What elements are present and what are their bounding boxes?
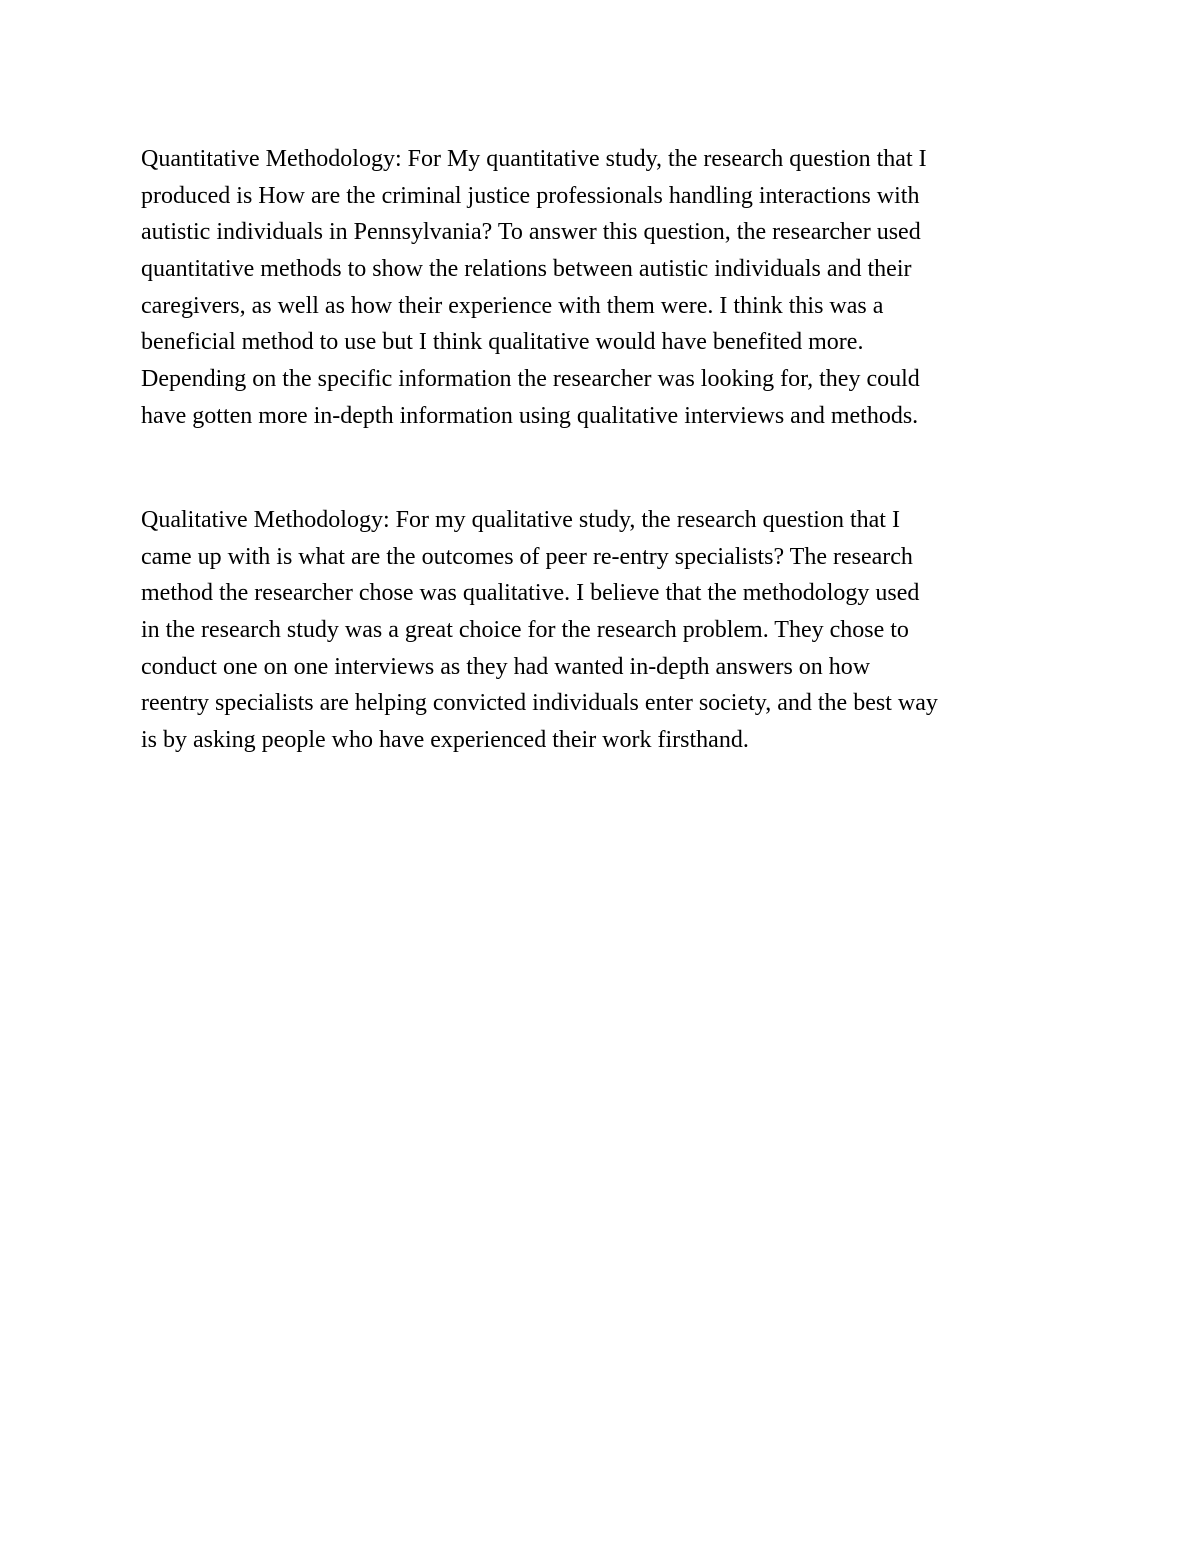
paragraph-line: produced is How are the criminal justice professionals handling interactions with	[141, 182, 920, 209]
paragraph-line: came up with is what are the outcomes of peer re-entry specialists? The research	[141, 543, 913, 570]
paragraph-line: method the researcher chose was qualitative. I believe that the methodology used	[141, 580, 920, 607]
paragraph-line: Quantitative Methodology: For My quantitative study, the research question that I	[141, 146, 927, 172]
paragraph-line: beneficial method to use but I think qualitative would have benefited more.	[141, 329, 864, 356]
paragraph-line: have gotten more in-depth information using qualitative interviews and methods.	[141, 402, 919, 429]
paragraph-line: Depending on the specific information the researcher was looking for, they could	[141, 366, 920, 393]
paragraph-line: is by asking people who have experienced their work firsthand.	[141, 727, 749, 754]
paragraph-line: quantitative methods to show the relations between autistic individuals and their	[141, 256, 912, 283]
paragraph-line: autistic individuals in Pennsylvania? To answer this question, the researcher used	[141, 219, 921, 246]
paragraph-line: Qualitative Methodology: For my qualitative study, the research question that I	[141, 507, 900, 533]
quantitative-methodology-paragraph	[141, 141, 1071, 435]
paragraph-line: in the research study was a great choice for the research problem. They chose to	[141, 617, 909, 644]
paragraph-line: reentry specialists are helping convicted individuals enter society, and the best way	[141, 690, 938, 717]
paragraph-line: caregivers, as well as how their experience with them were. I think this was a	[141, 292, 884, 319]
qualitative-methodology-paragraph	[141, 502, 1071, 759]
paragraph-line: conduct one on one interviews as they had wanted in-depth answers on how	[141, 653, 871, 680]
